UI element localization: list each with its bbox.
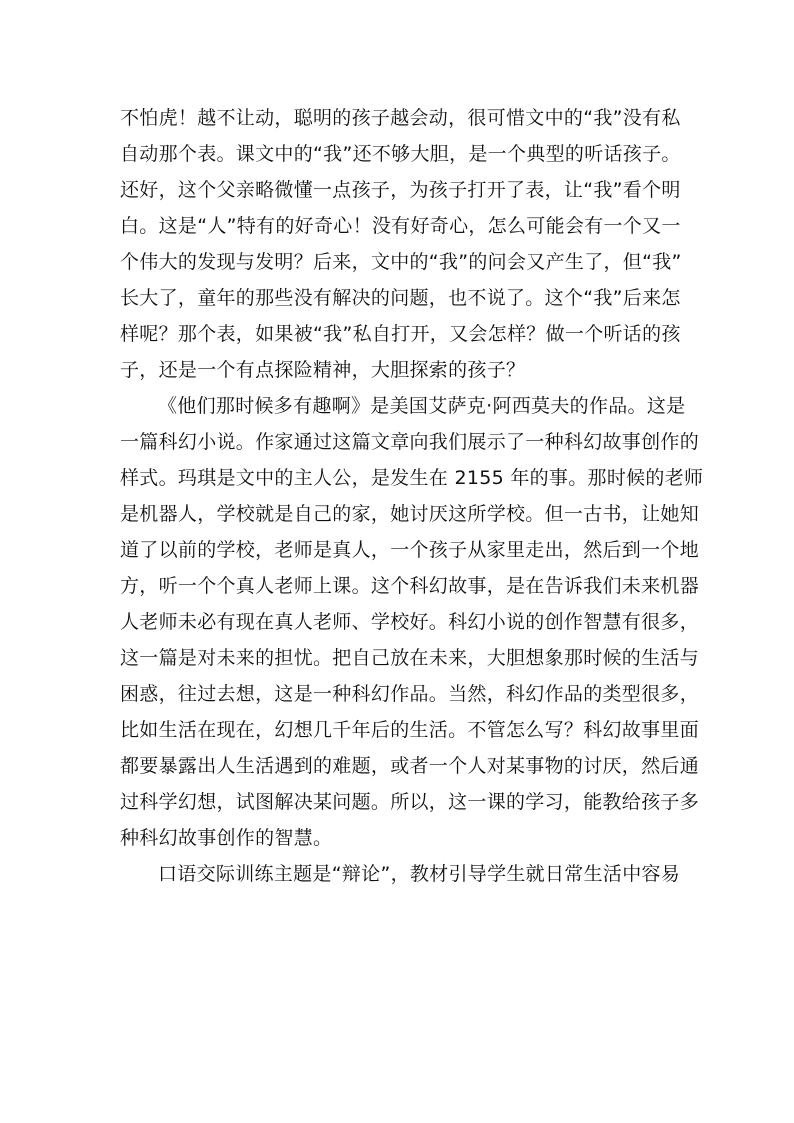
paragraph-line: 道了以前的学校，老师是真人，一个孩子从家里走出，然后到一个地 xyxy=(120,539,700,561)
paragraph-first-line: 《他们那时候多有趣啊》是美国艾萨克·阿西莫夫的作品。这是 xyxy=(158,395,686,417)
paragraph-line: 比如生活在现在，幻想几千年后的生活。不管怎么写？科幻故事里面 xyxy=(120,719,700,741)
paragraph-line: 白。这是“人”特有的好奇心！没有好奇心，怎么可能会有一个又一 xyxy=(120,215,681,237)
paragraph-line: 困惑，往过去想，这是一种科幻作品。当然，科幻作品的类型很多， xyxy=(120,683,700,705)
paragraph-line: 长大了，童年的那些没有解决的问题，也不说了。这个“我”后来怎 xyxy=(120,287,681,309)
paragraph-line: 是机器人，学校就是自己的家，她讨厌这所学校。但一古书，让她知 xyxy=(120,503,700,525)
paragraph-line: 这一篇是对未来的担忧。把自己放在未来，大胆想象那时候的生活与 xyxy=(120,647,700,669)
paragraph-line: 人老师未必有现在真人老师、学校好。科幻小说的创作智慧有很多， xyxy=(120,611,700,633)
paragraph-3 xyxy=(120,856,680,892)
paragraph-line: 方，听一个个真人老师上课。这个科幻故事，是在告诉我们未来机器 xyxy=(120,575,700,597)
paragraph-line: 一篇科幻小说。作家通过这篇文章向我们展示了一种科幻故事创作的 xyxy=(120,431,700,453)
paragraph-line: 样呢？那个表，如果被“我”私自打开，又会怎样？做一个听话的孩 xyxy=(120,323,681,345)
paragraph-line: 不怕虎！越不让动，聪明的孩子越会动，很可惜文中的“我”没有私 xyxy=(120,107,681,129)
paragraph-line: 种科幻故事创作的智慧。 xyxy=(120,827,333,849)
paragraph-first-line: 口语交际训练主题是“辩论”，教材引导学生就日常生活中容易 xyxy=(158,863,681,885)
paragraph-line: 样式。玛琪是文中的主人公，是发生在 2155 年的事。那时候的老师 xyxy=(120,467,704,489)
paragraph-line: 个伟大的发现与发明？后来，文中的“我”的问会又产生了，但“我” xyxy=(120,251,682,273)
paragraph-1 xyxy=(120,100,680,388)
paragraph-line: 还好，这个父亲略微懂一点孩子，为孩子打开了表，让“我”看个明 xyxy=(120,179,681,201)
paragraph-line: 过科学幻想，试图解决某问题。所以，这一课的学习，能教给孩子多 xyxy=(120,791,700,813)
paragraph-line: 子，还是一个有点探险精神，大胆探索的孩子？ xyxy=(120,359,526,381)
document-body xyxy=(120,100,704,892)
paragraph-2 xyxy=(120,388,704,856)
paragraph-line: 自动那个表。课文中的“我”还不够大胆，是一个典型的听话孩子。 xyxy=(120,143,681,165)
paragraph-line: 都要暴露出人生活遇到的难题，或者一个人对某事物的讨厌，然后通 xyxy=(120,755,700,777)
